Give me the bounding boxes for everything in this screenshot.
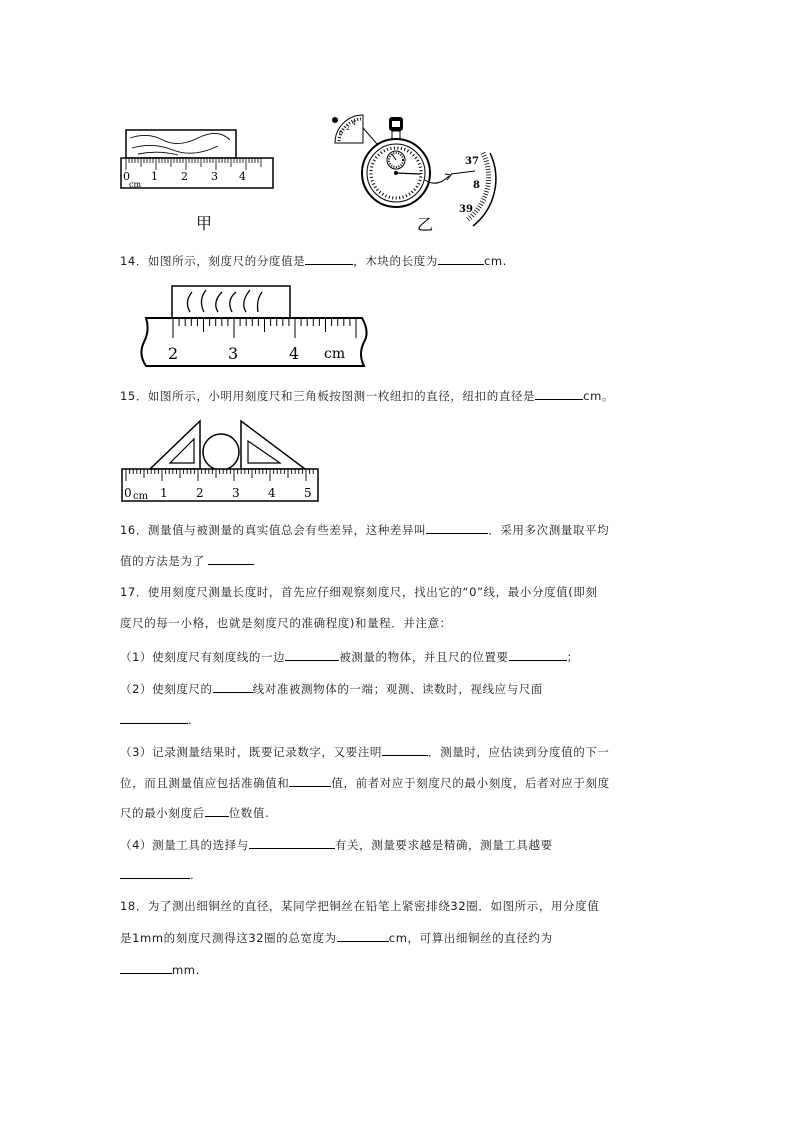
- f15-tick-4: 4: [268, 486, 276, 500]
- q17-blank-8[interactable]: [249, 836, 335, 849]
- question-15: [120, 387, 614, 404]
- question-17-sub-1: [120, 648, 579, 665]
- question-17-sub-4b: [120, 866, 194, 882]
- ruler-jia-tick-1: 1: [151, 170, 158, 183]
- q16-text-2: ．采用多次测量取平均: [488, 523, 610, 537]
- q17-sub1-text-1: （1）使刻度尺有刻度线的一边: [120, 650, 286, 664]
- q16-text-1: 16．测量值与被测量的真实值总会有些差异，这种差异叫: [120, 523, 427, 537]
- q17-sub3a-text-1: （3）记录测量结果时，既要记录数字，又要注明: [120, 745, 383, 759]
- scale-8: 8: [473, 180, 480, 191]
- scale-39: 39: [459, 204, 473, 215]
- ruler-jia-tick-4: 4: [239, 170, 246, 183]
- q16-blank-2[interactable]: [208, 552, 254, 565]
- caption-yi: 乙: [417, 215, 434, 233]
- caption-jia: 甲: [196, 214, 213, 233]
- ruler-jia-unit: cm: [129, 180, 142, 189]
- q17-sub4-text-1: （4）测量工具的选择与: [120, 838, 249, 852]
- f15-tick-2: 2: [196, 486, 204, 500]
- q18-text-2: 是1mm的刻度尺测得这32圈的总宽度为: [120, 931, 337, 945]
- f14-tick-4: 4: [289, 344, 300, 363]
- figure-14-ruler: [132, 284, 372, 372]
- q16-blank-1[interactable]: [426, 521, 488, 534]
- q17-blank-2[interactable]: [509, 648, 567, 661]
- question-16-line-1: [120, 521, 609, 538]
- q17-sub2-text-1: （2）使刻度尺的: [120, 682, 213, 696]
- q17-sub4b-period: .: [190, 868, 195, 882]
- question-17-sub-2b: [120, 711, 192, 727]
- figure-15-ruler: [120, 417, 325, 505]
- question-18-line-1: [120, 898, 599, 914]
- q14-blank-2[interactable]: [438, 252, 484, 265]
- q17-blank-5[interactable]: [382, 743, 428, 756]
- q17-blank-3[interactable]: [213, 680, 253, 693]
- small-dial-2: 2: [346, 125, 350, 132]
- q17-sub1-text-2: 被测量的物体，并且尺的位置要: [339, 650, 509, 664]
- q15-text-1: 15．如图所示，小明用刻度尺和三角板按图测一枚纽扣的直径，纽扣的直径是: [120, 389, 536, 403]
- ruler-jia-tick-3: 3: [211, 170, 218, 183]
- f14-tick-2: 2: [168, 344, 179, 363]
- q17-sub3a-text-2: ．测量时，应估读到分度值的下一: [428, 745, 610, 759]
- f15-tick-3: 3: [232, 486, 240, 500]
- q18-text-4: mm.: [172, 963, 200, 977]
- q16-text-3: 值的方法是为了: [120, 554, 205, 568]
- q17-sub3b-text-1: 位，而且测量值应包括准确值和: [120, 776, 290, 790]
- q14-text-1: 14．如图所示，刻度尺的分度值是: [120, 254, 306, 268]
- ruler-jia-tick-0: 0: [123, 170, 130, 183]
- q17-sub4-text-2: 有关，测量要求越是精确，测量工具越要: [334, 838, 553, 852]
- question-17-sub-2: [120, 680, 543, 697]
- q17-blank-6[interactable]: [289, 774, 331, 787]
- q18-text-3: cm，可算出细铜丝的直径约为: [388, 931, 553, 945]
- figure-yi-stopwatch: [325, 108, 510, 233]
- q17-sub3c-text-2: 位数值.: [228, 806, 270, 820]
- figure-jia-ruler: [118, 128, 283, 238]
- q14-blank-1[interactable]: [305, 252, 353, 265]
- q18-blank-1[interactable]: [337, 929, 389, 942]
- question-18-line-2: [120, 929, 553, 946]
- ruler-jia-tick-2: 2: [181, 170, 188, 183]
- q17-text-1: 17．使用刻度尺测量长度时，首先应仔细观察刻度尺，找出它的“0”线，最小分度值(即刻: [120, 585, 598, 599]
- q18-text-1: 18．为了测出细铜丝的直径，某同学把铜丝在铅笔上紧密排绕32圈．如图所示，用分度值: [120, 899, 600, 913]
- q15-text-2: cm。: [583, 389, 614, 403]
- question-17-sub-3b: [120, 774, 610, 791]
- question-17-line-1: [120, 584, 598, 600]
- q17-sub2-text-2: 线对准被测物体的一端；观测、读数时，视线应与尺面: [252, 682, 544, 696]
- f15-unit: cm: [133, 491, 149, 502]
- q14-text-3: cm.: [483, 254, 507, 268]
- f14-tick-3: 3: [228, 344, 239, 363]
- f14-unit: cm: [324, 346, 346, 362]
- question-17-sub-3a: [120, 743, 610, 760]
- q17-blank-7[interactable]: [205, 804, 229, 817]
- question-17-sub-4: [120, 836, 553, 853]
- small-dial-6: 6: [339, 130, 343, 137]
- q15-blank-1[interactable]: [535, 387, 583, 400]
- q17-blank-1[interactable]: [285, 648, 339, 661]
- q17-text-2: 度尺的每一小格，也就是刻度尺的准确程度)和量程．并注意：: [120, 616, 452, 630]
- question-17-line-2: [120, 615, 452, 631]
- scale-37: 37: [465, 156, 479, 167]
- q18-blank-2[interactable]: [120, 961, 172, 974]
- q14-text-2: ，木块的长度为: [353, 254, 438, 268]
- question-18-line-3: [120, 961, 200, 977]
- q17-sub3c-text-1: 尺的最小刻度后: [120, 806, 205, 820]
- q17-blank-9[interactable]: [120, 866, 190, 879]
- f15-tick-5: 5: [304, 486, 312, 500]
- q17-sub2b-period: .: [188, 713, 193, 727]
- small-dial-4: 4: [352, 120, 356, 127]
- q17-sub3b-text-2: 值，前者对应于刻度尺的最小刻度，后者对应于刻度: [331, 776, 610, 790]
- question-16-line-2: [120, 552, 254, 569]
- f15-tick-0: 0: [124, 486, 132, 500]
- q17-blank-4[interactable]: [120, 711, 188, 724]
- question-14: [120, 252, 507, 269]
- q17-sub1-text-3: ；: [566, 650, 579, 664]
- question-17-sub-3c: [120, 804, 269, 821]
- f15-tick-1: 1: [160, 486, 168, 500]
